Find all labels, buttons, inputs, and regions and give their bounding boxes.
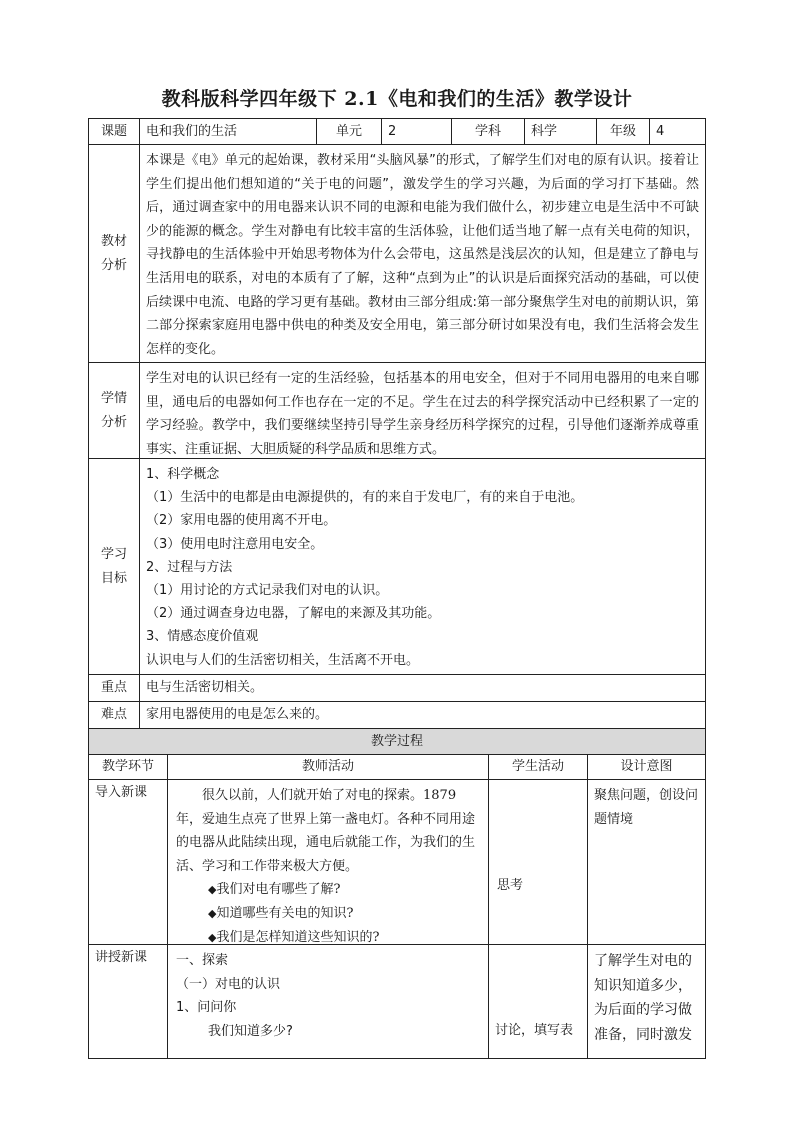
goal-line: 3、情感态度价值观 bbox=[146, 629, 259, 645]
key-point-text: 电与生活密切相关。 bbox=[139, 674, 706, 702]
diamond-bullet-icon: ◆ bbox=[208, 906, 217, 920]
goal-line: （1）生活中的电都是由电源提供的，有的来自于发电厂，有的来自于电池。 bbox=[146, 490, 584, 506]
column-header: 学生活动 bbox=[488, 754, 588, 780]
student-analysis bbox=[139, 362, 706, 459]
goals-label-line2: 目标 bbox=[100, 570, 127, 586]
new-student-text: 讨论，填写表 bbox=[495, 1023, 574, 1038]
goal-line: （1）用讨论的方式记录我们对电的认识。 bbox=[146, 583, 389, 599]
difficulty-label: 难点 bbox=[88, 701, 140, 729]
intro-question: ◆我们是怎样知道这些知识的? bbox=[208, 929, 380, 945]
textbook-label-line1: 教材 bbox=[100, 233, 127, 249]
intro-student-text: 思考 bbox=[497, 878, 524, 893]
new-teacher-activity bbox=[167, 944, 489, 1059]
goal-line: （2）通过调查身边电器，了解电的来源及其功能。 bbox=[146, 606, 441, 622]
grade-value: 4 bbox=[649, 118, 706, 145]
column-header: 设计意图 bbox=[587, 754, 706, 780]
student-label bbox=[88, 362, 140, 459]
unit-value: 2 bbox=[381, 118, 452, 145]
course-label: 课题 bbox=[88, 118, 140, 145]
student-label-line2: 分析 bbox=[100, 414, 127, 430]
student-label-line1: 学情 bbox=[100, 390, 127, 406]
new-stage: 讲授新课 bbox=[88, 944, 168, 1059]
diamond-bullet-icon: ◆ bbox=[208, 930, 217, 944]
new-intent: 了解学生对电的知识知道多少，为后面的学习做准备，同时激发 bbox=[587, 944, 706, 1059]
goal-line: 1、科学概念 bbox=[146, 467, 220, 482]
difficulty-text: 家用电器使用的电是怎么来的。 bbox=[139, 701, 706, 729]
process-heading: 教学过程 bbox=[88, 728, 706, 755]
diamond-bullet-icon: ◆ bbox=[208, 883, 217, 897]
key-point-label: 重点 bbox=[88, 674, 140, 702]
intro-teacher-activity bbox=[167, 779, 489, 945]
page-title: 教科版科学四年级下 2.1《电和我们的生活》教学设计 bbox=[161, 88, 633, 110]
goal-line: （3）使用电时注意用电安全。 bbox=[146, 536, 324, 552]
column-header: 教学环节 bbox=[88, 754, 168, 780]
intro-student-activity bbox=[488, 779, 588, 945]
intro-intent: 聚焦问题，创设问题情境 bbox=[587, 779, 706, 945]
textbook-label bbox=[88, 144, 140, 363]
subject-value: 科学 bbox=[524, 118, 597, 145]
new-student-activity bbox=[488, 944, 588, 1059]
textbook-label-line2: 分析 bbox=[100, 257, 127, 273]
goal-line: 2、过程与方法 bbox=[146, 559, 233, 575]
new-teacher-line: 我们知道多少? bbox=[208, 1023, 293, 1039]
intro-question: ◆我们对电有哪些了解? bbox=[208, 882, 341, 898]
textbook-text: 本课是《电》单元的起始课，教材采用“头脑风暴”的形式，了解学生们对电的原有认识。接着让学生们提出他们想知道的“关于电的问题”，激发学生的学习兴趣，为后面的学习打下基础。然后，通过调查家中的用电器来认识不同的电源和电能为我们做什么，初步建立电是生活中不可缺少的能源的概念。学生对静电有比较丰富的生活体验，让他们适当地了解一点有关电荷的知识，寻找静电的生活体验中开始思考物体为什么会带电，这虽然是浅层次的认知，但是建立了静电与生活用电的联系，对电的本质有了了解，这种“点到为止”的认识是后面探究活动的基础，可以使后续课中电流、电路的学习更有基础。教材由三部分组成:第一部分聚焦学生对电的前期认识，第二部分探索家庭用电器中供电的种类及安全用电，第三部分研讨如果没有电，我们生活将会发生怎样的变化。 bbox=[146, 153, 699, 357]
column-header: 教师活动 bbox=[167, 754, 489, 780]
goals-list bbox=[139, 458, 706, 675]
intro-question: ◆知道哪些有关电的知识? bbox=[208, 905, 354, 921]
new-teacher-line: 1、问问你 bbox=[176, 1000, 237, 1016]
subject-label: 学科 bbox=[451, 118, 525, 145]
unit-label: 单元 bbox=[316, 118, 382, 145]
goals-label-line1: 学习 bbox=[100, 546, 127, 562]
course-value: 电和我们的生活 bbox=[139, 118, 317, 145]
new-teacher-line: 一、探索 bbox=[176, 953, 229, 968]
goal-line: （2）家用电器的使用离不开电。 bbox=[146, 513, 337, 529]
goals-label bbox=[88, 458, 140, 675]
student-text: 学生对电的认识已经有一定的生活经验，包括基本的用电安全，但对于不同用电器用的电来自哪里，通电后的电器如何工作也存在一定的不足。学生在过去的科学探究活动中已经积累了一定的学习经验。教学中，我们要继续坚持引导学生亲身经历科学探究的过程，引导他们逐渐养成尊重事实、注重证据、大胆质疑的科学品质和思维方式。 bbox=[146, 371, 699, 457]
new-teacher-line: （一）对电的认识 bbox=[176, 976, 281, 992]
textbook-analysis bbox=[139, 144, 706, 363]
intro-teacher-paragraph: 很久以前，人们就开始了对电的探索。1879年，爱迪生点亮了世界上第一盏电灯。各种不同用途的电器从此陆续出现，通电后就能工作，为我们的生活、学习和工作带来极大方便。 bbox=[176, 788, 476, 874]
goal-line: 认识电与人们的生活密切相关，生活离不开电。 bbox=[146, 652, 420, 668]
intro-stage: 导入新课 bbox=[88, 779, 168, 945]
grade-label: 年级 bbox=[596, 118, 650, 145]
